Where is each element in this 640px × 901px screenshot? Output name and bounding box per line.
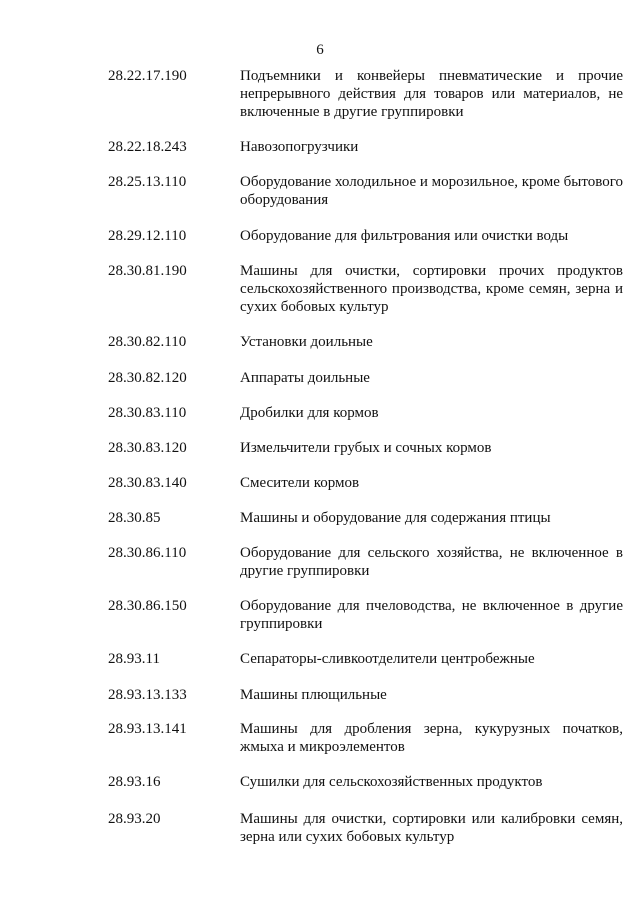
entry-description: Оборудование для сельского хозяйства, не включенное в другие группировки: [240, 545, 623, 579]
entry-description: Оборудование для фильтрования или очистки воды: [240, 228, 569, 244]
entry-description: Навозопогрузчики: [240, 139, 359, 155]
entry-description: Машины и оборудование для содержания птицы: [240, 510, 551, 526]
entry-code: 28.93.11: [108, 651, 160, 667]
entry-code: 28.93.13.133: [108, 687, 187, 703]
entry-description: Аппараты доильные: [240, 370, 370, 386]
entry-description: Машины для очистки, сортировки прочих продуктов сельскохозяйственного производства, кроме семян, зерна и сухих бобовых культур: [240, 263, 623, 315]
entry-code: 28.93.20: [108, 811, 161, 827]
entry-description: Сепараторы-сливкоотделители центробежные: [240, 651, 535, 667]
entry-code: 28.30.81.190: [108, 263, 187, 279]
entry-code: 28.22.18.243: [108, 139, 187, 155]
entry-description: Машины плющильные: [240, 687, 387, 703]
entry-code: 28.30.85: [108, 510, 161, 526]
entry-code: 28.30.83.110: [108, 405, 187, 421]
entry-code: 28.25.13.110: [108, 174, 187, 190]
entry-code: 28.29.12.110: [108, 228, 187, 244]
entry-code: 28.30.86.110: [108, 545, 187, 561]
entry-description: Установки доильные: [240, 334, 373, 350]
entry-description: Оборудование для пчеловодства, не включенное в другие группировки: [240, 598, 623, 632]
entry-description: Машины для дробления зерна, кукурузных початков, жмыха и микроэлементов: [240, 721, 623, 755]
entry-description: Смесители кормов: [240, 475, 360, 491]
entry-description: Сушилки для сельскохозяйственных продуктов: [240, 774, 543, 790]
entry-code: 28.30.82.120: [108, 370, 187, 386]
entry-description: Оборудование холодильное и морозильное, кроме бытового оборудования: [240, 174, 623, 208]
entry-description: Дробилки для кормов: [240, 405, 379, 421]
entry-description: Измельчители грубых и сочных кормов: [240, 440, 492, 456]
entry-code: 28.30.83.120: [108, 440, 187, 456]
entry-code: 28.93.16: [108, 774, 161, 790]
entry-description: Подъемники и конвейеры пневматические и прочие непрерывного действия для товаров или материалов, не включенные в другие группировки: [240, 68, 623, 120]
page-number: 6: [316, 42, 324, 58]
entry-code: 28.30.83.140: [108, 475, 187, 491]
entry-code: 28.30.82.110: [108, 334, 187, 350]
entry-code: 28.22.17.190: [108, 68, 187, 84]
entry-code: 28.93.13.141: [108, 721, 187, 737]
entry-code: 28.30.86.150: [108, 598, 187, 614]
entry-description: Машины для очистки, сортировки или калибровки семян, зерна или сухих бобовых культур: [240, 811, 623, 845]
